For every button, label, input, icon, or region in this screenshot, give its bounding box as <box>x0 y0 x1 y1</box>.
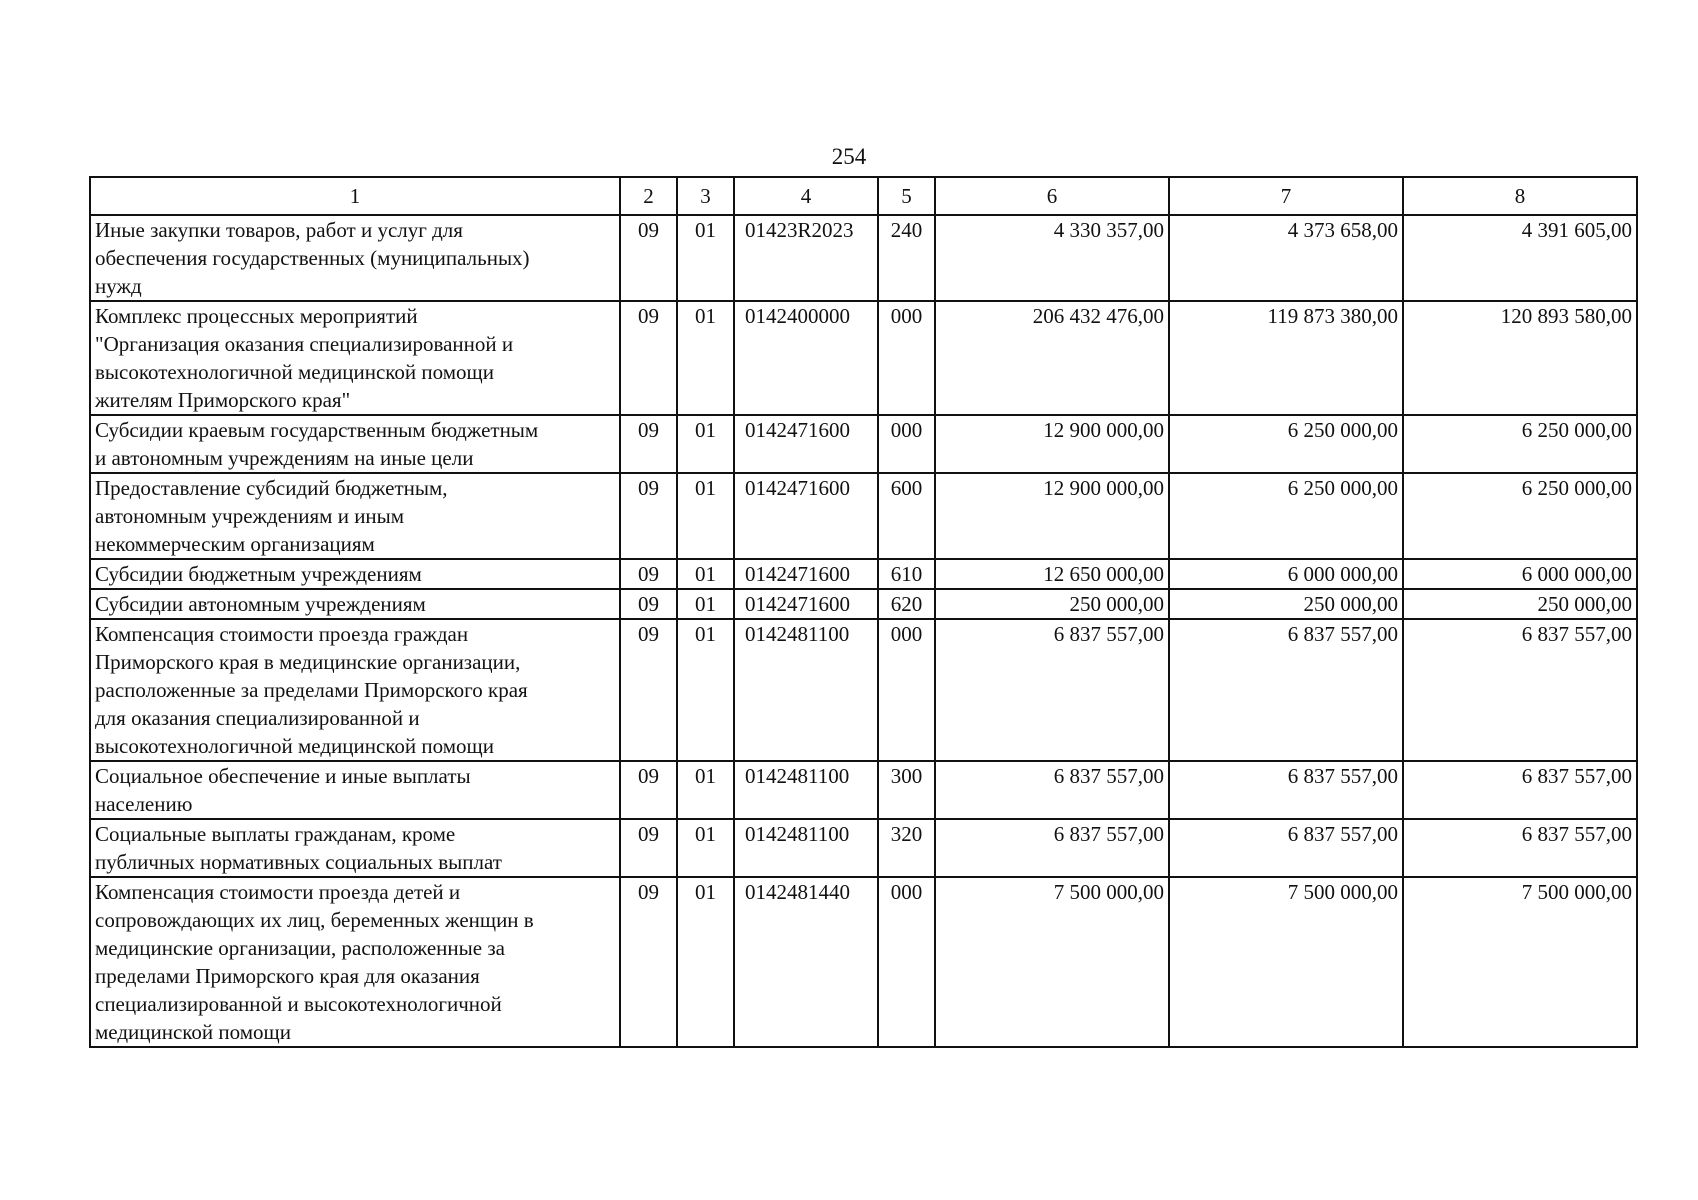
row-name-line: специализированной и высокотехнологичной <box>95 992 502 1016</box>
subsection-code: 01 <box>677 301 734 415</box>
amount-col-7: 250 000,00 <box>1169 589 1403 619</box>
row-name-cell <box>90 301 620 415</box>
amount-col-6: 7 500 000,00 <box>935 877 1169 1047</box>
subsection-code: 01 <box>677 473 734 559</box>
column-header: 7 <box>1169 177 1403 215</box>
row-name-line: высокотехнологичной медицинской помощи <box>95 734 494 758</box>
amount-col-6: 250 000,00 <box>935 589 1169 619</box>
amount-col-7: 7 500 000,00 <box>1169 877 1403 1047</box>
amount-col-8: 250 000,00 <box>1403 589 1637 619</box>
table-row <box>90 589 1637 619</box>
section-code: 09 <box>620 559 677 589</box>
row-name-line: Социальное обеспечение и иные выплаты <box>95 764 471 788</box>
expense-type-code: 320 <box>878 819 935 877</box>
row-name-line: Приморского края в медицинские организации, <box>95 650 521 674</box>
row-name-line: некоммерческим организациям <box>95 532 375 556</box>
amount-col-7: 6 250 000,00 <box>1169 473 1403 559</box>
amount-col-8: 120 893 580,00 <box>1403 301 1637 415</box>
section-code: 09 <box>620 819 677 877</box>
amount-col-6: 6 837 557,00 <box>935 819 1169 877</box>
amount-col-6: 6 837 557,00 <box>935 619 1169 761</box>
amount-col-8: 6 837 557,00 <box>1403 819 1637 877</box>
target-article-code: 0142481440 <box>734 877 878 1047</box>
row-name-line: населению <box>95 792 193 816</box>
target-article-code: 0142471600 <box>734 559 878 589</box>
row-name-line: обеспечения государственных (муниципальных) <box>95 246 530 270</box>
column-header: 6 <box>935 177 1169 215</box>
row-name-cell <box>90 819 620 877</box>
expense-type-code: 000 <box>878 301 935 415</box>
target-article-code: 01423R2023 <box>734 215 878 301</box>
amount-col-8: 6 250 000,00 <box>1403 473 1637 559</box>
amount-col-6: 12 900 000,00 <box>935 473 1169 559</box>
row-name-line: пределами Приморского края для оказания <box>95 964 480 988</box>
row-name-line: для оказания специализированной и <box>95 706 420 730</box>
expense-type-code: 620 <box>878 589 935 619</box>
row-name-line: Субсидии краевым государственным бюджетным <box>95 418 539 442</box>
row-name-line: публичных нормативных социальных выплат <box>95 850 502 874</box>
row-name-line: Субсидии бюджетным учреждениям <box>95 562 422 586</box>
row-name-cell <box>90 559 620 589</box>
row-name-cell <box>90 877 620 1047</box>
page-number: 254 <box>831 144 867 169</box>
amount-col-8: 4 391 605,00 <box>1403 215 1637 301</box>
amount-col-7: 6 837 557,00 <box>1169 819 1403 877</box>
subsection-code: 01 <box>677 619 734 761</box>
row-name-line: медицинской помощи <box>95 1020 291 1044</box>
amount-col-7: 6 837 557,00 <box>1169 761 1403 819</box>
row-name-line: автономным учреждениям и иным <box>95 504 405 528</box>
amount-col-6: 12 900 000,00 <box>935 415 1169 473</box>
expense-type-code: 600 <box>878 473 935 559</box>
section-code: 09 <box>620 215 677 301</box>
column-header: 5 <box>878 177 935 215</box>
amount-col-8: 7 500 000,00 <box>1403 877 1637 1047</box>
table-row <box>90 819 1637 877</box>
amount-col-7: 6 837 557,00 <box>1169 619 1403 761</box>
target-article-code: 0142471600 <box>734 415 878 473</box>
target-article-code: 0142400000 <box>734 301 878 415</box>
amount-col-8: 6 000 000,00 <box>1403 559 1637 589</box>
header-row <box>90 177 1637 215</box>
row-name-line: Социальные выплаты гражданам, кроме <box>95 822 456 846</box>
subsection-code: 01 <box>677 415 734 473</box>
column-header: 2 <box>620 177 677 215</box>
target-article-code: 0142481100 <box>734 619 878 761</box>
expense-type-code: 240 <box>878 215 935 301</box>
target-article-code: 0142471600 <box>734 589 878 619</box>
row-name-line: высокотехнологичной медицинской помощи <box>95 360 494 384</box>
amount-col-7: 4 373 658,00 <box>1169 215 1403 301</box>
row-name-cell <box>90 589 620 619</box>
amount-col-6: 6 837 557,00 <box>935 761 1169 819</box>
row-name-cell <box>90 761 620 819</box>
row-name-line: Комплекс процессных мероприятий <box>95 304 418 328</box>
table-row <box>90 473 1637 559</box>
row-name-line: Иные закупки товаров, работ и услуг для <box>95 218 463 242</box>
amount-col-6: 4 330 357,00 <box>935 215 1169 301</box>
row-name-line: "Организация оказания специализированной и <box>95 332 514 356</box>
amount-col-8: 6 837 557,00 <box>1403 619 1637 761</box>
table-row <box>90 761 1637 819</box>
expense-type-code: 000 <box>878 415 935 473</box>
budget-table <box>89 176 1638 1048</box>
target-article-code: 0142481100 <box>734 761 878 819</box>
table-row <box>90 301 1637 415</box>
column-header: 4 <box>734 177 878 215</box>
amount-col-8: 6 837 557,00 <box>1403 761 1637 819</box>
section-code: 09 <box>620 619 677 761</box>
table-row <box>90 415 1637 473</box>
amount-col-7: 119 873 380,00 <box>1169 301 1403 415</box>
section-code: 09 <box>620 589 677 619</box>
expense-type-code: 300 <box>878 761 935 819</box>
subsection-code: 01 <box>677 559 734 589</box>
subsection-code: 01 <box>677 589 734 619</box>
amount-col-8: 6 250 000,00 <box>1403 415 1637 473</box>
expense-type-code: 610 <box>878 559 935 589</box>
row-name-cell <box>90 619 620 761</box>
row-name-cell <box>90 215 620 301</box>
row-name-cell <box>90 415 620 473</box>
row-name-line: сопровождающих их лиц, беременных женщин в <box>95 908 534 932</box>
column-header: 3 <box>677 177 734 215</box>
section-code: 09 <box>620 877 677 1047</box>
table-row <box>90 619 1637 761</box>
row-name-line: нужд <box>95 274 142 298</box>
table-row <box>90 877 1637 1047</box>
expense-type-code: 000 <box>878 619 935 761</box>
section-code: 09 <box>620 301 677 415</box>
row-name-line: медицинские организации, расположенные за <box>95 936 505 960</box>
expense-type-code: 000 <box>878 877 935 1047</box>
amount-col-6: 12 650 000,00 <box>935 559 1169 589</box>
subsection-code: 01 <box>677 877 734 1047</box>
column-header: 8 <box>1403 177 1637 215</box>
section-code: 09 <box>620 761 677 819</box>
amount-col-7: 6 000 000,00 <box>1169 559 1403 589</box>
table-row <box>90 559 1637 589</box>
row-name-line: расположенные за пределами Приморского края <box>95 678 528 702</box>
row-name-line: Субсидии автономным учреждениям <box>95 592 426 616</box>
section-code: 09 <box>620 415 677 473</box>
section-code: 09 <box>620 473 677 559</box>
row-name-line: жителям Приморского края" <box>95 388 351 412</box>
row-name-cell <box>90 473 620 559</box>
subsection-code: 01 <box>677 761 734 819</box>
table-body <box>90 215 1637 1047</box>
row-name-line: Компенсация стоимости проезда детей и <box>95 880 461 904</box>
target-article-code: 0142481100 <box>734 819 878 877</box>
target-article-code: 0142471600 <box>734 473 878 559</box>
subsection-code: 01 <box>677 819 734 877</box>
row-name-line: Предоставление субсидий бюджетным, <box>95 476 448 500</box>
row-name-line: Компенсация стоимости проезда граждан <box>95 622 469 646</box>
column-header: 1 <box>90 177 620 215</box>
amount-col-7: 6 250 000,00 <box>1169 415 1403 473</box>
amount-col-6: 206 432 476,00 <box>935 301 1169 415</box>
subsection-code: 01 <box>677 215 734 301</box>
table-row <box>90 215 1637 301</box>
row-name-line: и автономным учреждениям на иные цели <box>95 446 474 470</box>
